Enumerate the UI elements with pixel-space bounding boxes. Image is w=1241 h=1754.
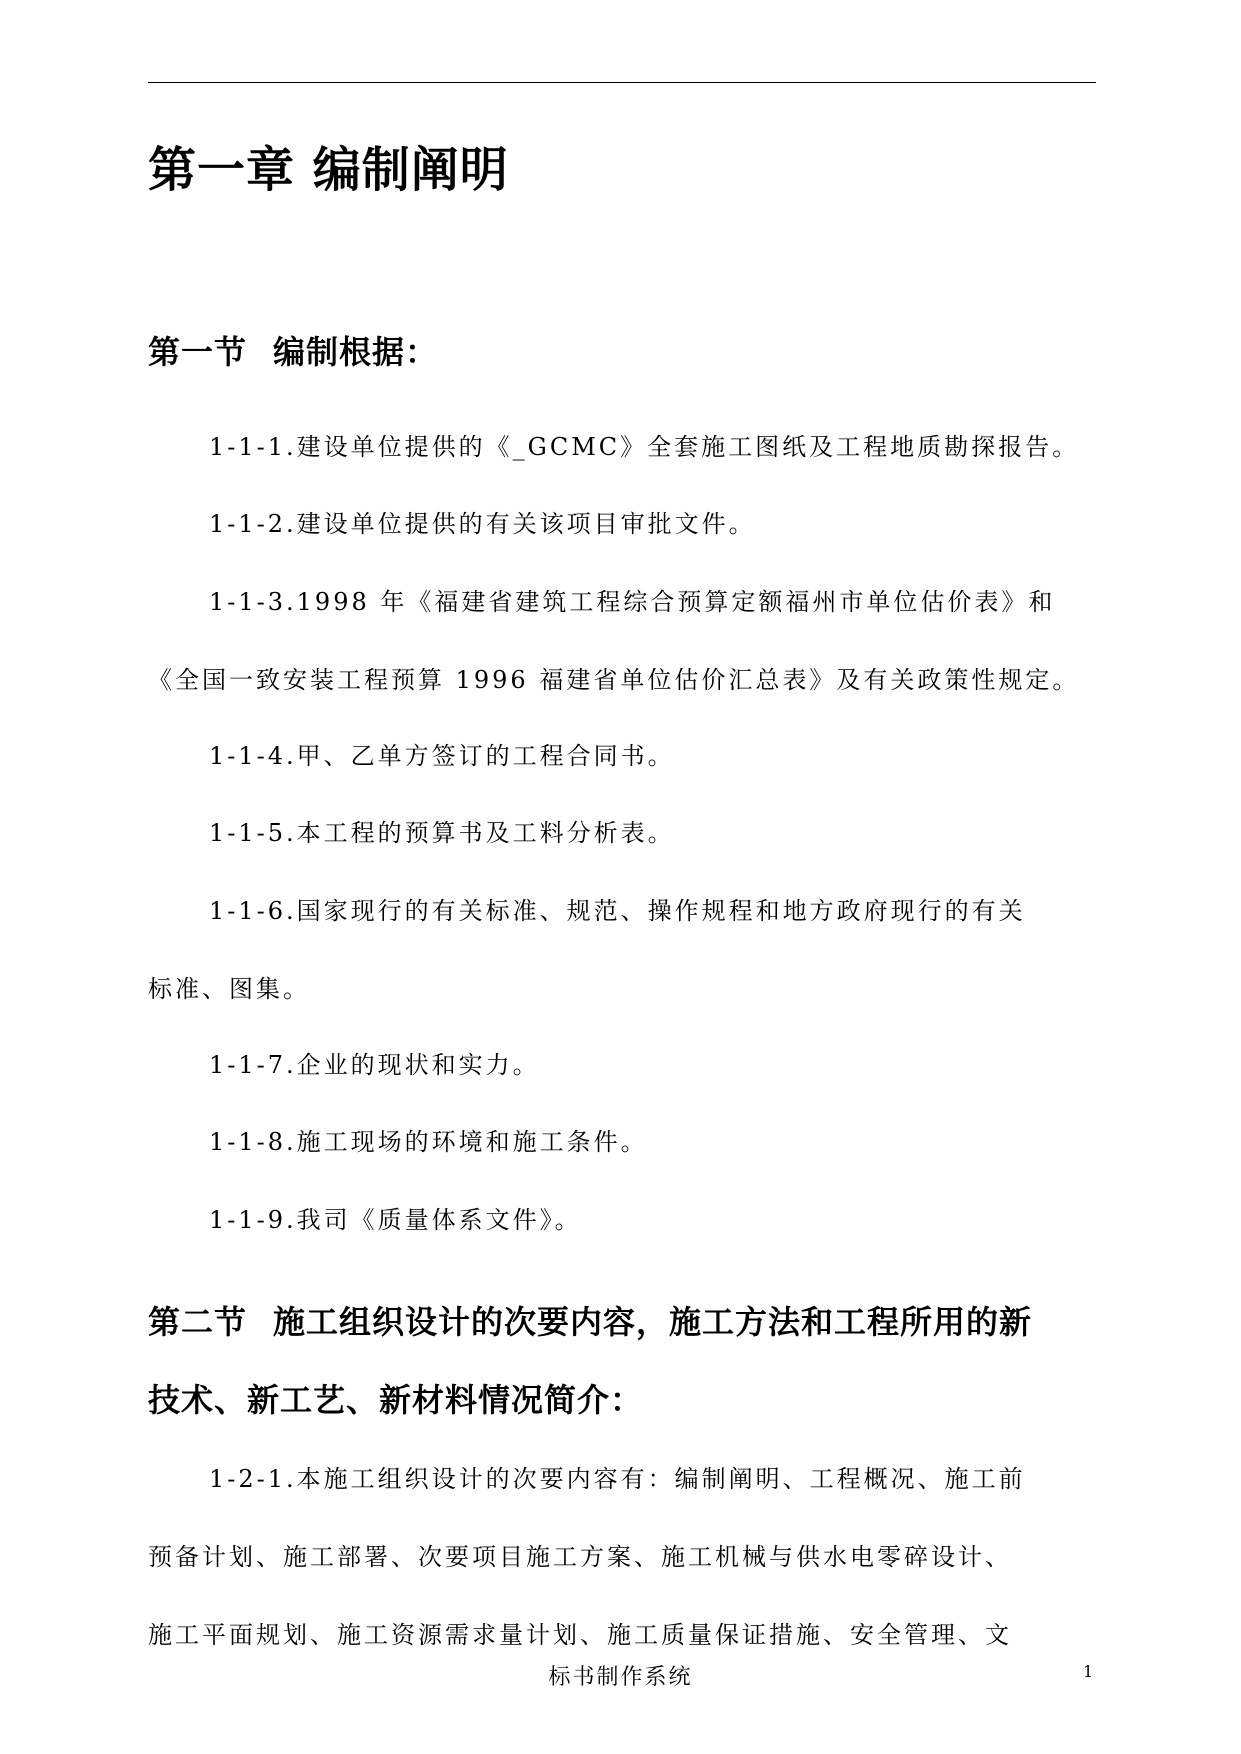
header-rule [148, 82, 1096, 83]
paragraph-line: 1-1-1.建设单位提供的《_GCMC》全套施工图纸及工程地质勘探报告。 [209, 433, 1080, 461]
paragraph-1-1-7 [148, 1026, 1108, 1104]
paragraph-line: 1-1-9.我司《质量体系文件》。 [209, 1206, 582, 1234]
paragraph-line: 1-1-6.国家现行的有关标准、规范、操作规程和地方政府现行的有关 [209, 897, 1026, 925]
section-heading-1 [148, 330, 438, 374]
paragraph-line: 《全国一致安装工程预算 1996 福建省单位估价汇总表》及有关政策性规定。 [148, 666, 1080, 694]
paragraph-1-1-2 [148, 485, 1108, 563]
section-heading-line: 技术、新工艺、新材料情况简介： [148, 1381, 644, 1419]
paragraph-line: 1-1-3.1998 年《福建省建筑工程综合预算定额福州市单位估价表》和 [209, 588, 1056, 616]
paragraph-line: 1-1-7.企业的现状和实力。 [209, 1051, 540, 1079]
paragraph-line: 1-1-4.甲、乙单方签订的工程合同书。 [209, 742, 675, 770]
paragraph-line: 1-1-5.本工程的预算书及工料分析表。 [209, 819, 675, 847]
paragraph-line: 预备计划、施工部署、次要项目施工方案、施工机械与供水电零碎设计、 [148, 1543, 1012, 1571]
paragraph-line: 标准、图集。 [148, 975, 310, 1003]
section-number: 第二节 [148, 1303, 248, 1341]
page-number: 1 [1083, 1662, 1094, 1681]
section-title-text: 编制根据： [273, 333, 439, 371]
section-heading-line [148, 1283, 1108, 1361]
section-heading-2 [148, 1283, 1108, 1439]
paragraph-1-1-5 [148, 794, 1108, 872]
section-number: 第一节 [148, 333, 248, 371]
paragraph-line: 1-1-2.建设单位提供的有关该项目审批文件。 [209, 510, 756, 538]
paragraph-1-1-3 [148, 563, 1108, 719]
paragraph-1-1-9 [148, 1181, 1108, 1259]
paragraph-line: 1-1-8.施工现场的环境和施工条件。 [209, 1128, 648, 1156]
paragraph-1-2-1 [148, 1440, 1108, 1674]
paragraph-1-1-1 [148, 408, 1108, 486]
paragraph-1-1-8 [148, 1103, 1108, 1181]
section-title-text: 施工组织设计的次要内容，施工方法和工程所用的新 [273, 1303, 1033, 1341]
chapter-title: 第一章 编制阐明 [148, 142, 509, 198]
paragraph-1-1-4 [148, 717, 1108, 795]
paragraph-line: 1-2-1.本施工组织设计的次要内容有：编制阐明、工程概况、施工前 [209, 1465, 1026, 1493]
paragraph-line: 施工平面规划、施工资源需求量计划、施工质量保证措施、安全管理、文 [148, 1621, 1012, 1649]
paragraph-1-1-6 [148, 872, 1108, 1028]
footer-text: 标书制作系统 [548, 1665, 693, 1690]
